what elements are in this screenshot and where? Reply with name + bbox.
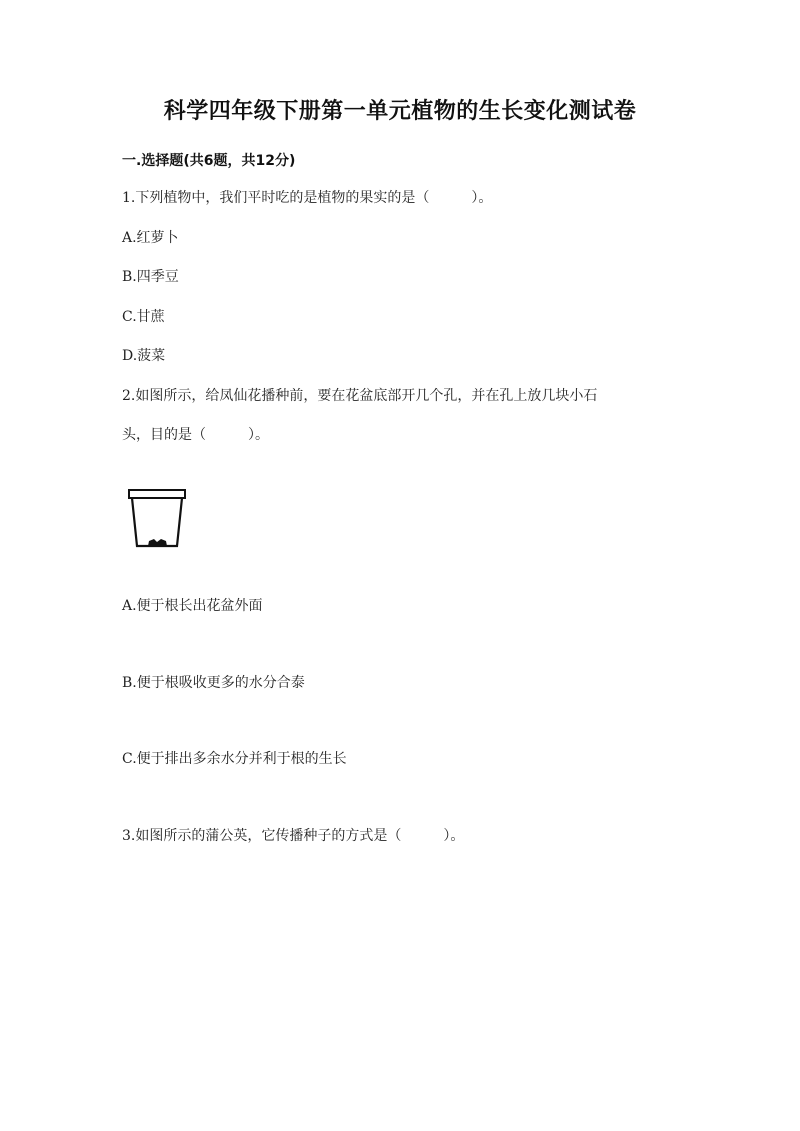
question-2-option-c: C.便于排出多余水分并利于根的生长 xyxy=(122,751,347,767)
question-2-option-b: B.便于根吸收更多的水分合泰 xyxy=(122,675,305,691)
question-1-option-a: A.红萝卜 xyxy=(122,230,179,246)
question-3-stem: 3.如图所示的蒲公英，它传播种子的方式是（ ）。 xyxy=(122,828,465,844)
flower-pot-icon xyxy=(128,488,186,550)
question-2-stem-line-2: 头，目的是（ ）。 xyxy=(122,427,269,443)
question-1-option-b: B.四季豆 xyxy=(122,269,179,285)
section-heading: 一.选择题(共6题，共12分) xyxy=(122,153,296,169)
question-2-stem-line-1: 2.如图所示，给凤仙花播种前，要在花盆底部开几个孔，并在孔上放几块小石 xyxy=(122,388,598,404)
question-2-option-a: A.便于根长出花盆外面 xyxy=(122,598,263,614)
question-1-option-d: D.菠菜 xyxy=(122,348,166,364)
question-1-stem: 1.下列植物中，我们平时吃的是植物的果实的是（ ）。 xyxy=(122,190,493,206)
question-1-option-c: C.甘蔗 xyxy=(122,309,165,325)
page-title: 科学四年级下册第一单元植物的生长变化测试卷 xyxy=(163,99,637,124)
